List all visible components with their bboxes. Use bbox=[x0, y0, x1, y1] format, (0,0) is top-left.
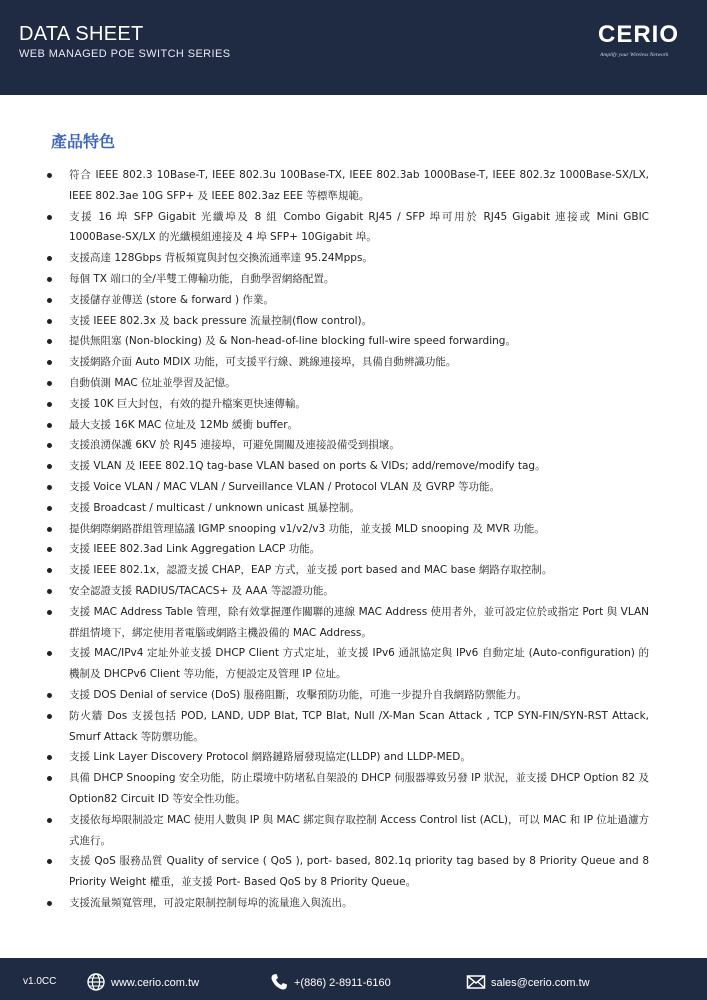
feature-item bbox=[45, 706, 649, 748]
feature-text: 最大支援 16K MAC 位址及 12Mb 緩衝 buffer。 bbox=[69, 418, 299, 431]
feature-text: 防火牆 Dos 支援包括 POD, LAND, UDP Blat, TCP Blat, Null /X-Man Scan Attack , TCP SYN-FIN/SYN-RST Attack, Smurf Attack 等防禦功能。 bbox=[69, 709, 649, 743]
email-contact[interactable] bbox=[466, 972, 616, 994]
feature-item bbox=[45, 456, 649, 477]
feature-text: 自動偵測 MAC 位址並學習及記憶。 bbox=[69, 376, 236, 389]
phone-contact[interactable] bbox=[269, 972, 409, 994]
feature-text: 支援 MAC/IPv4 定址外並支援 DHCP Client 方式定址，並支援 IPv6 通訊協定與 IPv6 自動定址 (Auto-configuration) 的機制及 DHCPv6 Client 等功能，方便設定及管理 IP 位址。 bbox=[69, 647, 649, 681]
feature-text: 支援儲存並傳送 (store & forward ) 作業。 bbox=[69, 293, 274, 306]
bullet-icon bbox=[47, 381, 52, 386]
bullet-icon bbox=[47, 693, 52, 698]
feature-text: 支援 10K 巨大封包，有效的提升檔案更快速傳輸。 bbox=[69, 397, 306, 410]
bullet-icon bbox=[47, 610, 52, 615]
feature-item bbox=[45, 685, 649, 706]
website-contact[interactable] bbox=[86, 972, 226, 994]
feature-item bbox=[45, 893, 649, 914]
bullet-icon bbox=[47, 360, 52, 365]
feature-item bbox=[45, 519, 649, 540]
version-label: v1.0CC bbox=[23, 976, 57, 987]
feature-item bbox=[45, 248, 649, 269]
bullet-icon bbox=[47, 714, 52, 719]
feature-item bbox=[45, 768, 649, 810]
bullet-icon bbox=[47, 589, 52, 594]
feature-text: 支援浪湧保護 6KV 於 RJ45 連接埠，可避免開關及連接設備受到損壞。 bbox=[69, 439, 400, 452]
logo-tagline: Amplify your Wireless Network bbox=[600, 52, 669, 58]
document-title: DATA SHEET bbox=[19, 23, 144, 45]
feature-text: 支援 Broadcast / multicast / unknown unicast 風暴控制。 bbox=[69, 501, 360, 514]
feature-item bbox=[45, 311, 649, 332]
logo-wordmark: CERIO bbox=[598, 21, 680, 48]
feature-item bbox=[45, 810, 649, 852]
website-link[interactable]: www.cerio.com.tw bbox=[111, 977, 200, 989]
mail-icon bbox=[466, 972, 486, 992]
bullet-icon bbox=[47, 339, 52, 344]
feature-text: 支援 Link Layer Discovery Protocol 網路鏈路層發現協定(LLDP) and LLDP-MED。 bbox=[69, 751, 471, 764]
feature-text: 提供無阻塞 (Non-blocking) 及 & Non-head-of-line blocking full-wire speed forwarding。 bbox=[69, 335, 516, 348]
bullet-icon bbox=[47, 901, 52, 906]
feature-text: 支援 IEEE 802.3ad Link Aggregation LACP 功能。 bbox=[69, 543, 321, 556]
bullet-icon bbox=[47, 298, 52, 303]
feature-text: 支援 VLAN 及 IEEE 802.1Q tag-base VLAN based on ports & VIDs; add/remove/modify tag。 bbox=[69, 460, 546, 473]
globe-icon bbox=[86, 972, 106, 992]
feature-text: 安全認證支援 RADIUS/TACACS+ 及 AAA 等認證功能。 bbox=[69, 584, 334, 597]
bullet-icon bbox=[47, 423, 52, 428]
bullet-icon bbox=[47, 256, 52, 261]
bullet-icon bbox=[47, 568, 52, 573]
bullet-icon bbox=[47, 464, 52, 469]
bullet-icon bbox=[47, 776, 52, 781]
feature-text: 支援網路介面 Auto MDIX 功能，可支援平行線、跳線連接埠，具備自動辨識功能。 bbox=[69, 356, 457, 369]
feature-item bbox=[45, 435, 649, 456]
feature-item bbox=[45, 290, 649, 311]
bullet-icon bbox=[47, 527, 52, 532]
bullet-icon bbox=[47, 755, 52, 760]
bullet-icon bbox=[47, 506, 52, 511]
feature-item bbox=[45, 165, 649, 207]
bullet-icon bbox=[47, 402, 52, 407]
feature-text: 支援 DOS Denial of service (DoS) 服務阻斷，攻擊預防功能，可進一步提升自我網路防禦能力。 bbox=[69, 688, 528, 701]
feature-item bbox=[45, 581, 649, 602]
feature-text: 支援 MAC Address Table 管理，除有效掌握運作關聯的連線 MAC Address 使用者外，並可設定位於或指定 Port 與 VLAN 群組情境下，綁定使用者電腦或網路主機設備的 MAC Address。 bbox=[69, 605, 649, 639]
bullet-icon bbox=[47, 818, 52, 823]
feature-item bbox=[45, 477, 649, 498]
feature-text: 具備 DHCP Snooping 安全功能，防止環境中防堵私自架設的 DHCP 伺服器導致另發 IP 狀況，並支援 DHCP Option 82 及 Option82 Circuit ID 等安全性功能。 bbox=[69, 772, 649, 805]
feature-item bbox=[45, 269, 649, 290]
feature-list bbox=[45, 165, 649, 914]
feature-text: 每個 TX 端口的全/半雙工傳輸功能，自動學習網絡配置。 bbox=[69, 272, 335, 285]
feature-item bbox=[45, 498, 649, 519]
feature-item bbox=[45, 851, 649, 893]
bullet-icon bbox=[47, 443, 52, 448]
bullet-icon bbox=[47, 319, 52, 324]
feature-text: 支援 IEEE 802.3x 及 back pressure 流量控制(flow control)。 bbox=[69, 314, 373, 327]
feature-text: 支援依每埠限制設定 MAC 使用人數與 IP 與 MAC 綁定與存取控制 Access Control list (ACL)，可以 MAC 和 IP 位址過濾方式進行。 bbox=[69, 813, 649, 847]
bullet-icon bbox=[47, 277, 52, 282]
bullet-icon bbox=[47, 215, 52, 220]
bullet-icon bbox=[47, 859, 52, 864]
feature-text: 支援 IEEE 802.1x，認證支援 CHAP，EAP 方式，並支援 port based and MAC base 網路存取控制。 bbox=[69, 564, 553, 577]
feature-item bbox=[45, 747, 649, 768]
feature-text: 符合 IEEE 802.3 10Base-T, IEEE 802.3u 100Base-TX, IEEE 802.3ab 1000Base-T, IEEE 802.3z 1000Base-SX/LX, IEEE 802.3ae 10G SFP+ 及 IEEE 802.3az EEE 等標準規範。 bbox=[69, 169, 649, 202]
bullet-icon bbox=[47, 485, 52, 490]
feature-text: 支援 16 埠 SFP Gigabit 光纖埠及 8 組 Combo Gigabit RJ45 / SFP 埠可用於 RJ45 Gigabit 連接或 Mini GBIC 1000Base-SX/LX 的光纖模組連接及 4 埠 SFP+ 10Gigabit 埠。 bbox=[69, 210, 649, 244]
feature-item bbox=[45, 602, 649, 644]
feature-text: 支援 Voice VLAN / MAC VLAN / Surveillance VLAN / Protocol VLAN 及 GVRP 等功能。 bbox=[69, 480, 501, 493]
bullet-icon bbox=[47, 651, 52, 656]
header-bar bbox=[0, 0, 707, 95]
cerio-logo bbox=[598, 22, 692, 62]
feature-item bbox=[45, 560, 649, 581]
feature-text: 支援 QoS 服務品質 Quality of service ( QoS ), port- based, 802.1q priority tag based by 8 Priority Queue and 8 Priority Weight 權重，並支援 Port- Based QoS by 8 Priority Queue。 bbox=[69, 855, 649, 889]
bullet-icon bbox=[47, 547, 52, 552]
feature-item bbox=[45, 415, 649, 436]
feature-text: 支援高達 128Gbps 背板頻寬與封包交換流通率達 95.24Mpps。 bbox=[69, 252, 373, 265]
feature-item bbox=[45, 373, 649, 394]
email-address[interactable]: sales@cerio.com.tw bbox=[491, 977, 590, 989]
feature-text: 支援流量頻寬管理，可設定限制控制每埠的流量進入與流出。 bbox=[69, 896, 353, 909]
bullet-icon bbox=[47, 173, 52, 178]
feature-item bbox=[45, 394, 649, 415]
feature-item bbox=[45, 352, 649, 373]
feature-item bbox=[45, 331, 649, 352]
phone-number[interactable]: +(886) 2-8911-6160 bbox=[294, 977, 391, 989]
phone-icon bbox=[269, 972, 289, 992]
footer-bar bbox=[0, 958, 707, 1000]
document-subtitle: WEB MANAGED POE SWITCH SERIES bbox=[19, 48, 231, 60]
feature-text: 提供網際網路群組管理協議 IGMP snooping v1/v2/v3 功能，並支援 MLD snooping 及 MVR 功能。 bbox=[69, 522, 545, 535]
feature-item bbox=[45, 539, 649, 560]
feature-item bbox=[45, 643, 649, 685]
feature-item bbox=[45, 207, 649, 249]
section-title: 產品特色 bbox=[51, 132, 116, 151]
